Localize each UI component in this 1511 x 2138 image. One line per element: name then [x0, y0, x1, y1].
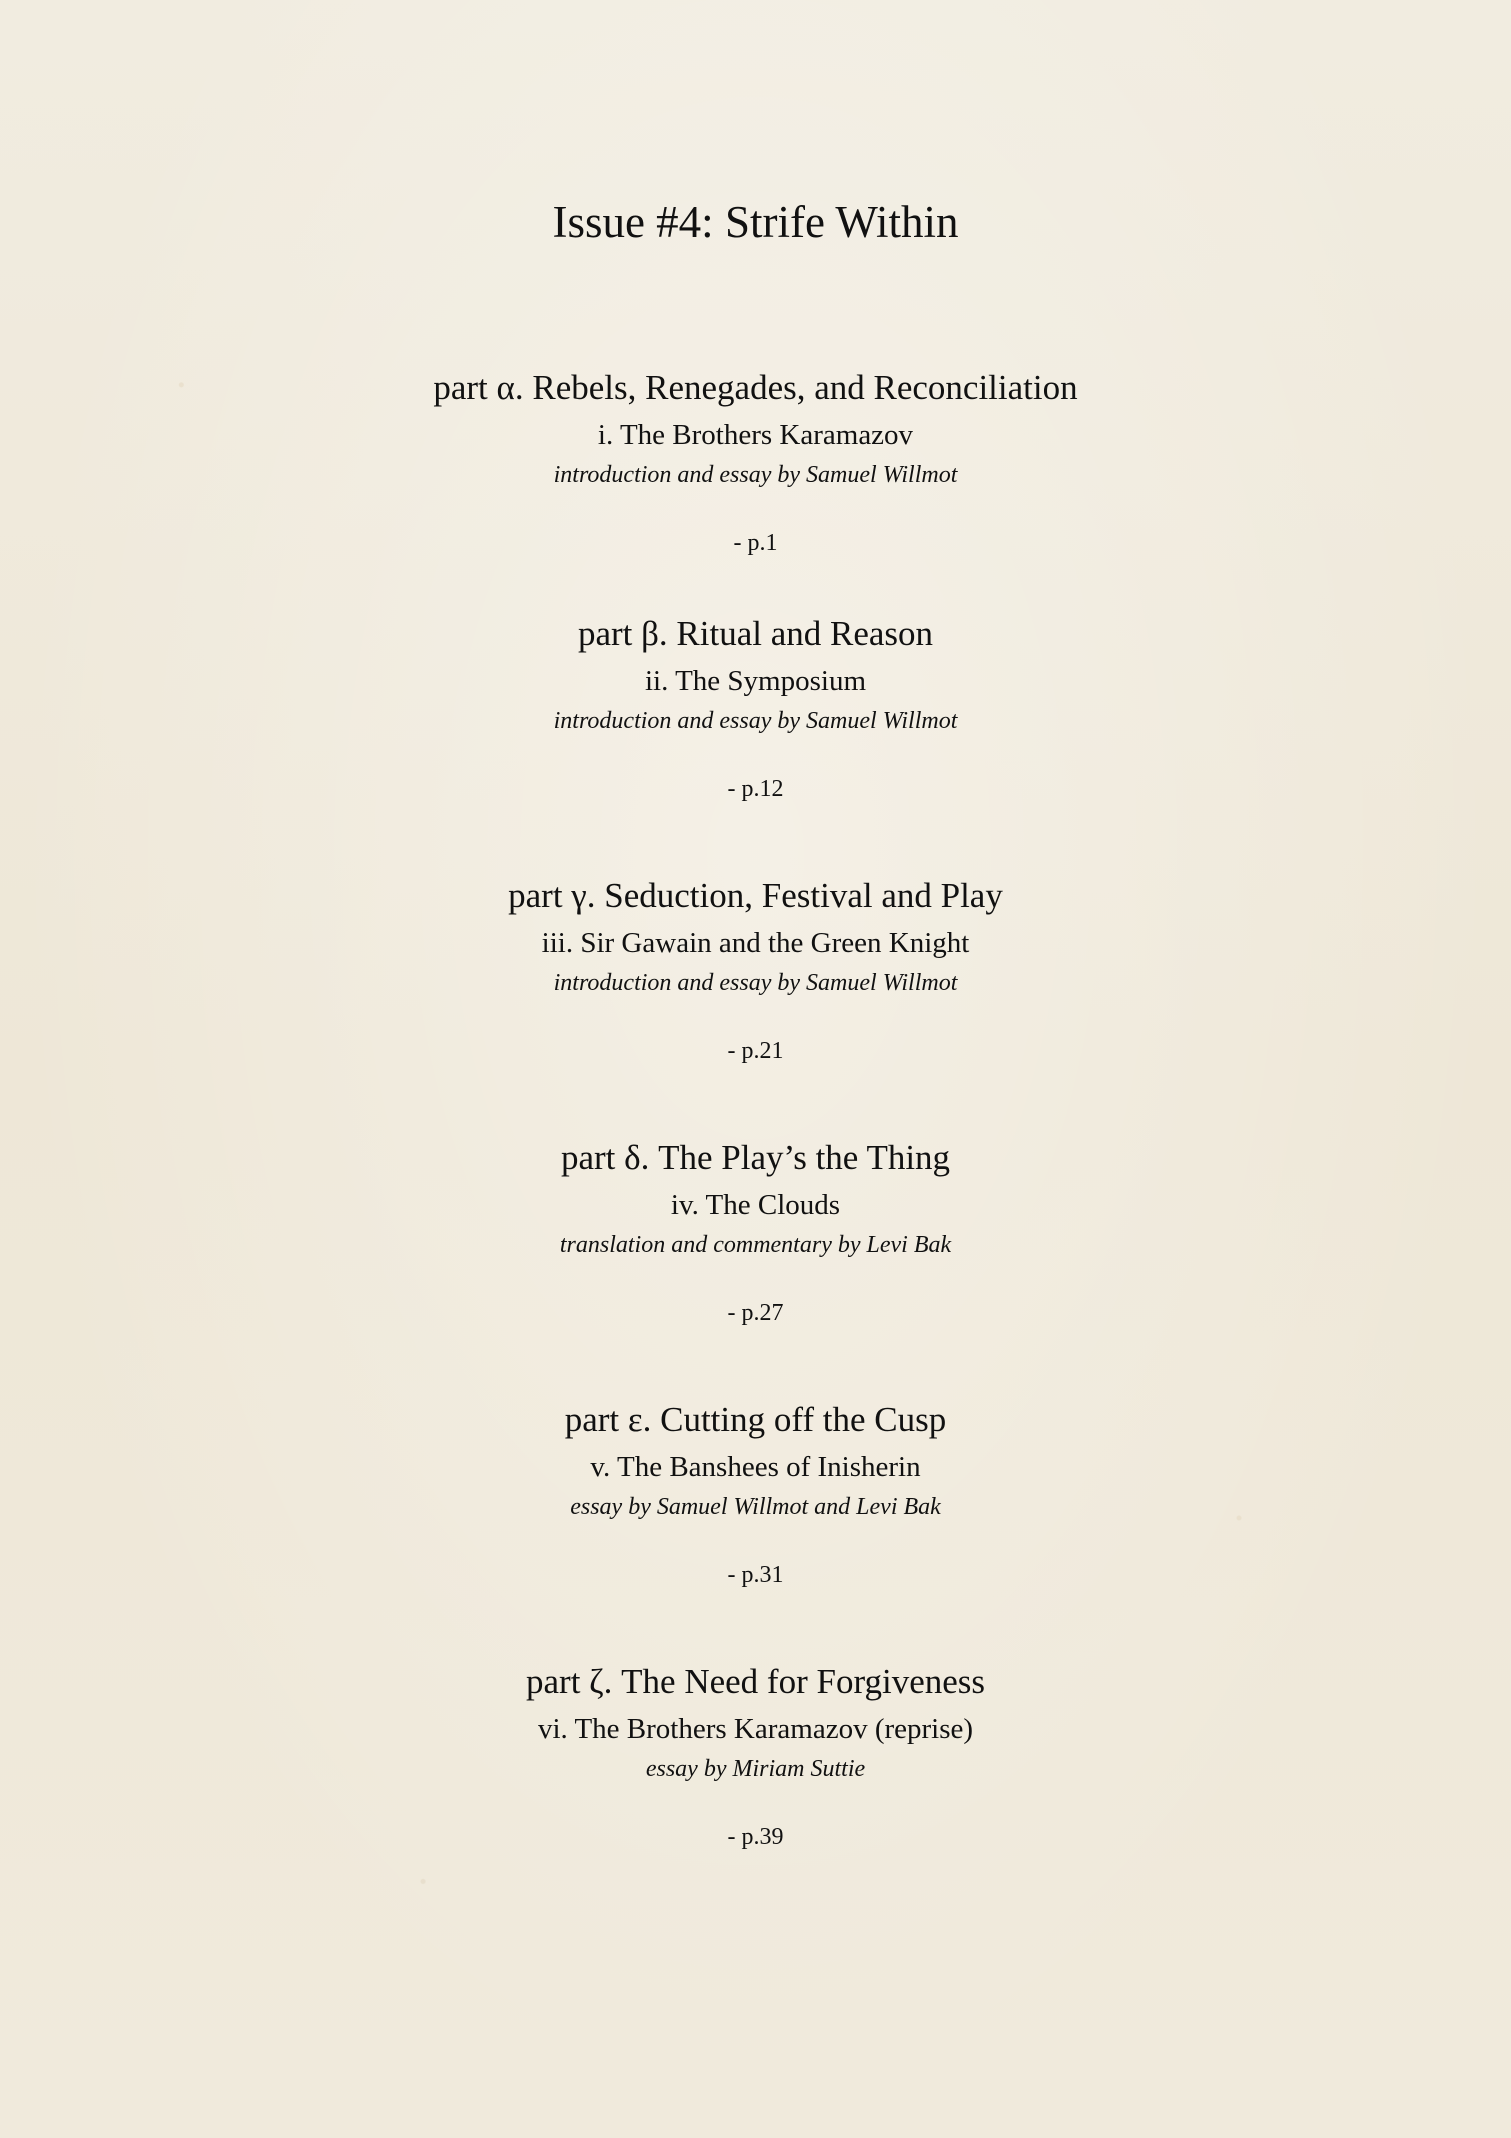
part-heading: part ζ. The Need for Forgiveness: [526, 1662, 985, 1701]
part-delta: [0, 1137, 1511, 1328]
page-reference: - p.31: [727, 1562, 784, 1588]
credit-line: translation and commentary by Levi Bak: [559, 1232, 952, 1258]
work-title: vi. The Brothers Karamazov (reprise): [537, 1713, 974, 1745]
work-title: iv. The Clouds: [670, 1189, 841, 1221]
issue-title: Issue #4: Strife Within: [552, 197, 959, 247]
part-heading: part ε. Cutting off the Cusp: [564, 1400, 947, 1439]
credit-line: essay by Samuel Willmot and Levi Bak: [570, 1494, 941, 1520]
part-gamma: [0, 875, 1511, 1066]
credit-line: introduction and essay by Samuel Willmot: [553, 970, 958, 996]
work-title: ii. The Symposium: [644, 665, 866, 697]
work-title: iii. Sir Gawain and the Green Knight: [541, 927, 970, 959]
part-epsilon: [0, 1399, 1511, 1590]
credit-line: introduction and essay by Samuel Willmot: [553, 462, 958, 488]
work-title: i. The Brothers Karamazov: [597, 419, 914, 451]
part-alpha: [0, 367, 1511, 558]
part-beta: [0, 613, 1511, 804]
work-title: v. The Banshees of Inisherin: [590, 1451, 921, 1483]
page-reference: - p.12: [727, 776, 784, 802]
page-reference: - p.21: [727, 1038, 784, 1064]
page-reference: - p.39: [727, 1824, 784, 1850]
part-heading: part γ. Seduction, Festival and Play: [508, 876, 1003, 915]
part-heading: part α. Rebels, Renegades, and Reconciliation: [433, 368, 1078, 407]
part-heading: part δ. The Play’s the Thing: [560, 1138, 951, 1177]
page-reference: - p.27: [727, 1300, 784, 1326]
credit-line: essay by Miriam Suttie: [645, 1756, 866, 1782]
page-reference: - p.1: [733, 530, 778, 556]
part-zeta: [0, 1661, 1511, 1852]
part-heading: part β. Ritual and Reason: [577, 614, 934, 653]
credit-line: introduction and essay by Samuel Willmot: [553, 708, 958, 734]
